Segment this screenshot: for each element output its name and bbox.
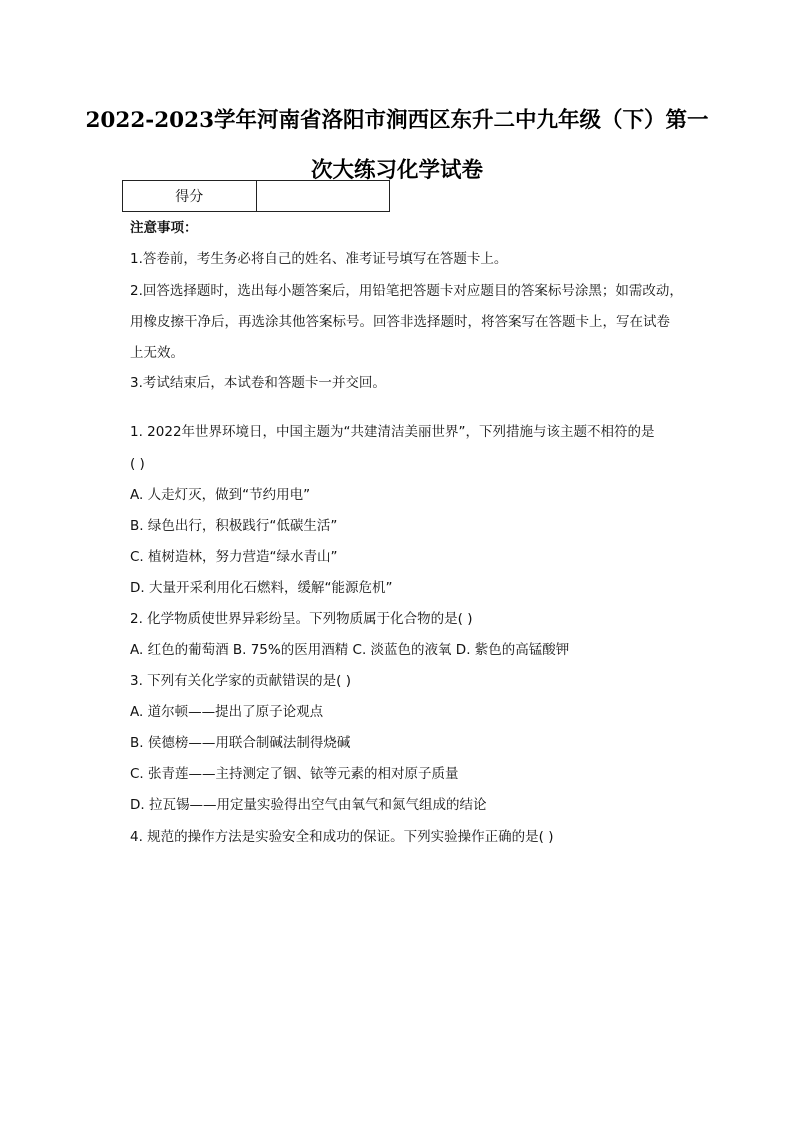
exam-title-line-2: 次大练习化学试卷 xyxy=(310,158,483,183)
question-3-option-b: B. 侯德榜——用联合制碱法制得烧碱 xyxy=(130,735,351,751)
score-table xyxy=(122,180,390,212)
question-1-option-b: B. 绿色出行，积极践行“低碳生活” xyxy=(130,518,338,534)
question-3-stem: 3. 下列有关化学家的贡献错误的是( ) xyxy=(130,673,351,689)
question-1-option-c: C. 植树造林，努力营造“绿水青山” xyxy=(130,549,338,565)
question-1-paren: ( ) xyxy=(130,456,145,472)
question-2-options: A. 红色的葡萄酒 B. 75%的医用酒精 C. 淡蓝色的液氧 D. 紫色的高锰酸钾 xyxy=(130,642,570,658)
notice-item-3: 3.考试结束后，本试卷和答题卡一并交回。 xyxy=(130,375,386,391)
question-1-option-d: D. 大量开采利用化石燃料，缓解“能源危机” xyxy=(130,580,393,596)
question-1-option-a: A. 人走灯灭，做到“节约用电” xyxy=(130,487,311,503)
question-3-option-c: C. 张青莲——主持测定了铟、铱等元素的相对原子质量 xyxy=(130,766,459,782)
question-3-option-a: A. 道尔顿——提出了原子论观点 xyxy=(130,704,324,720)
question-3-option-d: D. 拉瓦锡——用定量实验得出空气由氧气和氮气组成的结论 xyxy=(130,797,487,813)
question-4-stem: 4. 规范的操作方法是实验安全和成功的保证。下列实验操作正确的是( ) xyxy=(130,829,554,845)
question-1-stem: 1. 2022年世界环境日，中国主题为“共建清洁美丽世界”，下列措施与该主题不相符的是 xyxy=(130,424,655,440)
notice-item-2: 2.回答选择题时，选出每小题答案后，用铅笔把答题卡对应题目的答案标号涂黑；如需改动， xyxy=(130,283,683,299)
notice-item-2-cont: 用橡皮擦干净后，再选涂其他答案标号。回答非选择题时，将答案写在答题卡上，写在试卷 xyxy=(130,314,670,330)
score-value-cell xyxy=(256,181,389,212)
notice-heading: 注意事项： xyxy=(130,220,198,236)
notice-item-1: 1.答卷前，考生务必将自己的姓名、准考证号填写在答题卡上。 xyxy=(130,251,508,267)
notice-item-2-end: 上无效。 xyxy=(130,345,184,361)
question-2-stem: 2. 化学物质使世界异彩纷呈。下列物质属于化合物的是( ) xyxy=(130,611,473,627)
score-label: 得分 xyxy=(123,181,257,212)
exam-title-line-1: 2022-2023学年河南省洛阳市涧西区东升二中九年级（下）第一 xyxy=(85,108,709,133)
